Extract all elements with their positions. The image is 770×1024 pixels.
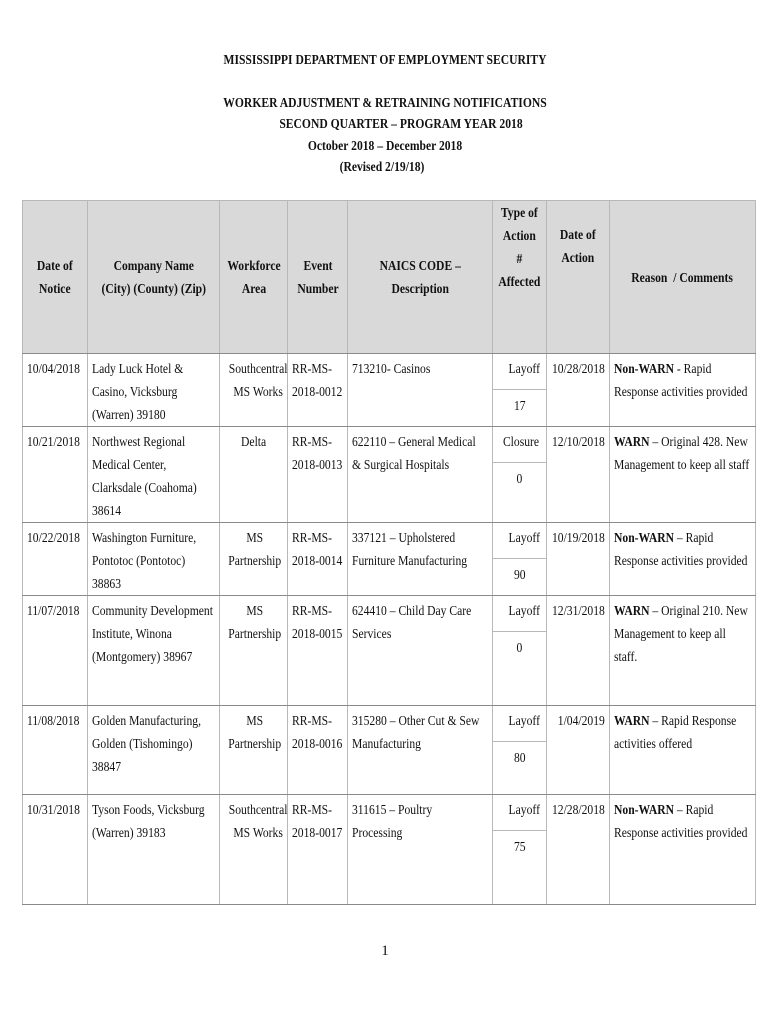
action-type-label: Layoff (508, 361, 540, 376)
company-name-cell: Washington Furniture, Pontotoc (Pontotoc) 38863 (88, 523, 220, 596)
report-title: WORKER ADJUSTMENT & RETRAINING NOTIFICATIONS (223, 95, 547, 110)
reason-text: - Rapid Response activities provided (614, 361, 748, 399)
action-type-label: Closure (502, 434, 540, 449)
event-number-cell: RR-MS- 2018-0015 (288, 596, 348, 706)
company-name-cell: Golden Manufacturing, Golden (Tishomingo) 38847 (88, 706, 220, 795)
reason-comments-cell (610, 523, 756, 596)
action-type-label: Layoff (508, 603, 540, 618)
agency-title: MISSISSIPPI DEPARTMENT OF EMPLOYMENT SECURITY (223, 52, 547, 67)
reason-text: – Original 210. New Management to keep all staff. (614, 603, 748, 664)
company-name-cell: Lady Luck Hotel & Casino, Vicksburg (Warren) 39180 (88, 354, 220, 427)
naics-cell: 311615 – Poultry Processing (348, 795, 493, 905)
naics-cell: 624410 – Child Day Care Services (348, 596, 493, 706)
affected-count: 80 (513, 750, 526, 765)
date-of-action-cell: 10/19/2018 (547, 523, 610, 596)
event-number-cell: RR-MS- 2018-0016 (288, 706, 348, 795)
table-row (23, 427, 756, 523)
affected-count: 90 (513, 567, 526, 582)
reason-comments-cell (610, 354, 756, 427)
warn-notifications-table (22, 200, 756, 905)
warn-status-label: WARN (614, 603, 650, 618)
date-of-action-cell: 12/28/2018 (547, 795, 610, 905)
reason-comments-cell (610, 427, 756, 523)
action-type-label: Layoff (508, 530, 540, 545)
action-type-label: Layoff (508, 713, 540, 728)
naics-cell: 315280 – Other Cut & Sew Manufacturing (348, 706, 493, 795)
affected-count: 0 (516, 471, 523, 486)
table-row (23, 523, 756, 596)
date-of-notice-cell: 10/04/2018 (23, 354, 88, 427)
type-of-action-cell (493, 596, 547, 706)
reason-text: – Rapid Response activities offered (614, 713, 737, 751)
type-of-action-cell (493, 706, 547, 795)
table-header-row (23, 201, 756, 354)
table-row (23, 354, 756, 427)
header-naics-code: NAICS CODE – Description (348, 201, 493, 354)
table-row (23, 795, 756, 905)
warn-status-label: WARN (614, 713, 650, 728)
type-of-action-cell (493, 795, 547, 905)
workforce-area-cell: Delta (220, 427, 288, 523)
reason-text: – Original 428. New Management to keep all staff (614, 434, 750, 472)
date-of-notice-cell: 11/07/2018 (23, 596, 88, 706)
revised-note: (Revised 2/19/18) (339, 159, 425, 174)
reason-comments-cell (610, 795, 756, 905)
affected-count: 17 (513, 398, 526, 413)
reason-text: – Rapid Response activities provided (614, 530, 748, 568)
date-of-notice-cell: 10/22/2018 (23, 523, 88, 596)
naics-cell: 337121 – Upholstered Furniture Manufacturing (348, 523, 493, 596)
table-row (23, 596, 756, 706)
date-of-action-cell: 12/10/2018 (547, 427, 610, 523)
date-of-notice-cell: 11/08/2018 (23, 706, 88, 795)
warn-status-label: WARN (614, 434, 650, 449)
workforce-area-cell: Southcentral MS Works (220, 354, 288, 427)
type-of-action-cell (493, 427, 547, 523)
reason-comments-cell (610, 596, 756, 706)
date-of-notice-cell: 10/31/2018 (23, 795, 88, 905)
naics-cell: 622110 – General Medical & Surgical Hospitals (348, 427, 493, 523)
header-company-name: Company Name (City) (County) (Zip) (88, 201, 220, 354)
workforce-area-cell: MS Partnership (220, 596, 288, 706)
date-of-action-cell: 10/28/2018 (547, 354, 610, 427)
warn-status-label: Non-WARN (614, 361, 674, 376)
company-name-cell: Tyson Foods, Vicksburg (Warren) 39183 (88, 795, 220, 905)
warn-status-label: Non-WARN (614, 530, 674, 545)
reason-comments-cell (610, 706, 756, 795)
header-event-number: Event Number (288, 201, 348, 354)
quarter-subtitle: SECOND QUARTER – PROGRAM YEAR 2018 (279, 116, 523, 131)
workforce-area-cell: Southcentral MS Works (220, 795, 288, 905)
reason-text: – Rapid Response activities provided (614, 802, 748, 840)
page-number: 1 (381, 943, 389, 959)
action-type-label: Layoff (508, 802, 540, 817)
naics-cell: 713210- Casinos (348, 354, 493, 427)
type-of-action-cell (493, 523, 547, 596)
event-number-cell: RR-MS- 2018-0014 (288, 523, 348, 596)
header-date-of-action: Date of Action (547, 201, 610, 354)
date-of-notice-cell: 10/21/2018 (23, 427, 88, 523)
event-number-cell: RR-MS- 2018-0012 (288, 354, 348, 427)
company-name-cell: Northwest Regional Medical Center, Clarksdale (Coahoma) 38614 (88, 427, 220, 523)
header-date-of-notice: Date of Notice (23, 201, 88, 354)
company-name-cell: Community Development Institute, Winona (Montgomery) 38967 (88, 596, 220, 706)
date-of-action-cell: 1/04/2019 (547, 706, 610, 795)
header-type-of-action: Type of Action # Affected (493, 201, 547, 354)
table-row (23, 706, 756, 795)
event-number-cell: RR-MS- 2018-0017 (288, 795, 348, 905)
workforce-area-cell: MS Partnership (220, 523, 288, 596)
warn-status-label: Non-WARN (614, 802, 674, 817)
affected-count: 75 (513, 839, 526, 854)
period-subtitle: October 2018 – December 2018 (307, 138, 463, 153)
event-number-cell: RR-MS- 2018-0013 (288, 427, 348, 523)
type-of-action-cell (493, 354, 547, 427)
workforce-area-cell: MS Partnership (220, 706, 288, 795)
header-reason-comments: Reason / Comments (610, 201, 756, 354)
date-of-action-cell: 12/31/2018 (547, 596, 610, 706)
affected-count: 0 (516, 640, 523, 655)
header-workforce-area: Workforce Area (220, 201, 288, 354)
